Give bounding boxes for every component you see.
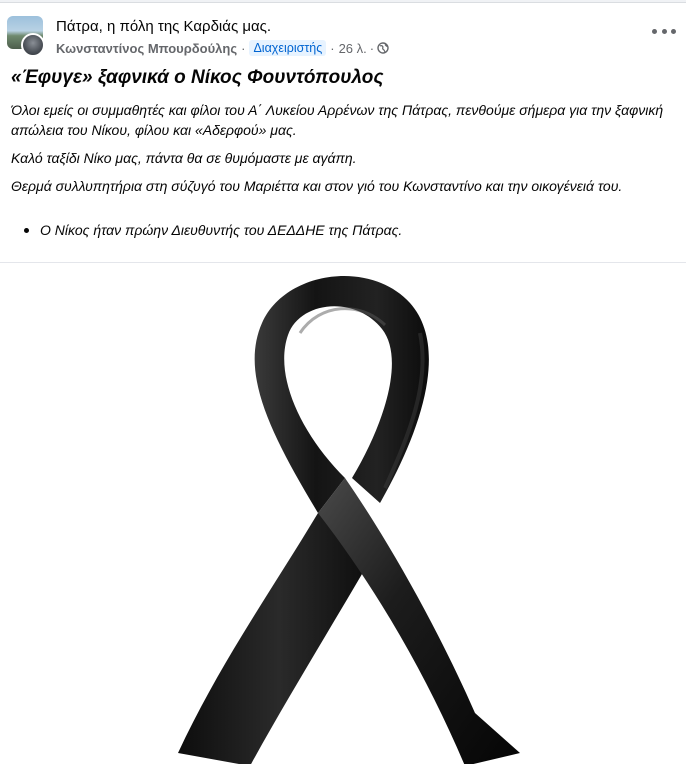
meta-separator: · (369, 40, 375, 56)
more-options-icon[interactable] (652, 23, 676, 39)
post-paragraph: Καλό ταξίδι Νίκο μας, πάντα θα σε θυμόμαστε με αγάπη. (11, 150, 357, 166)
post-image[interactable] (0, 263, 686, 764)
globe-icon[interactable] (377, 42, 389, 54)
post-paragraph: Όλοι εμείς οι συμμαθητές και φίλοι του Α΄ Λυκείου Αρρένων της Πάτρας, πενθούμε σήμερα για την ξαφνική απώλεια του Νίκου, φίλου και «Αδερφού» μας. (11, 102, 664, 138)
avatar-stack[interactable] (7, 16, 47, 56)
admin-badge: Διαχειριστής (249, 40, 326, 56)
post-body (11, 66, 676, 238)
bullet-item: Ο Νίκος ήταν πρώην Διευθυντής του ΔΕΔΔΗΕ της Πάτρας. (11, 220, 402, 240)
post-card (0, 2, 686, 764)
post-meta (56, 40, 389, 56)
author-name-link[interactable]: Κωνσταντίνος Μπουρδούλης (56, 40, 238, 56)
meta-separator: · (241, 40, 246, 56)
meta-separator: · (330, 40, 335, 56)
post-title: «Έφυγε» ξαφνικά ο Νίκος Φουντόπουλος (11, 67, 384, 88)
bullet-list (11, 220, 402, 240)
post-time-link[interactable]: 26 λ. (338, 40, 367, 56)
post-paragraph: Θερμά συλλυπητήρια στη σύζυγό του Μαριέττα και στον γιό του Κωνσταντίνο και την οικογένειά του. (11, 178, 623, 194)
black-mourning-ribbon (0, 263, 686, 764)
group-name-link[interactable]: Πάτρα, η πόλη της Καρδιάς μας. (56, 18, 272, 35)
author-avatar[interactable] (21, 33, 45, 57)
post-header (0, 13, 686, 57)
